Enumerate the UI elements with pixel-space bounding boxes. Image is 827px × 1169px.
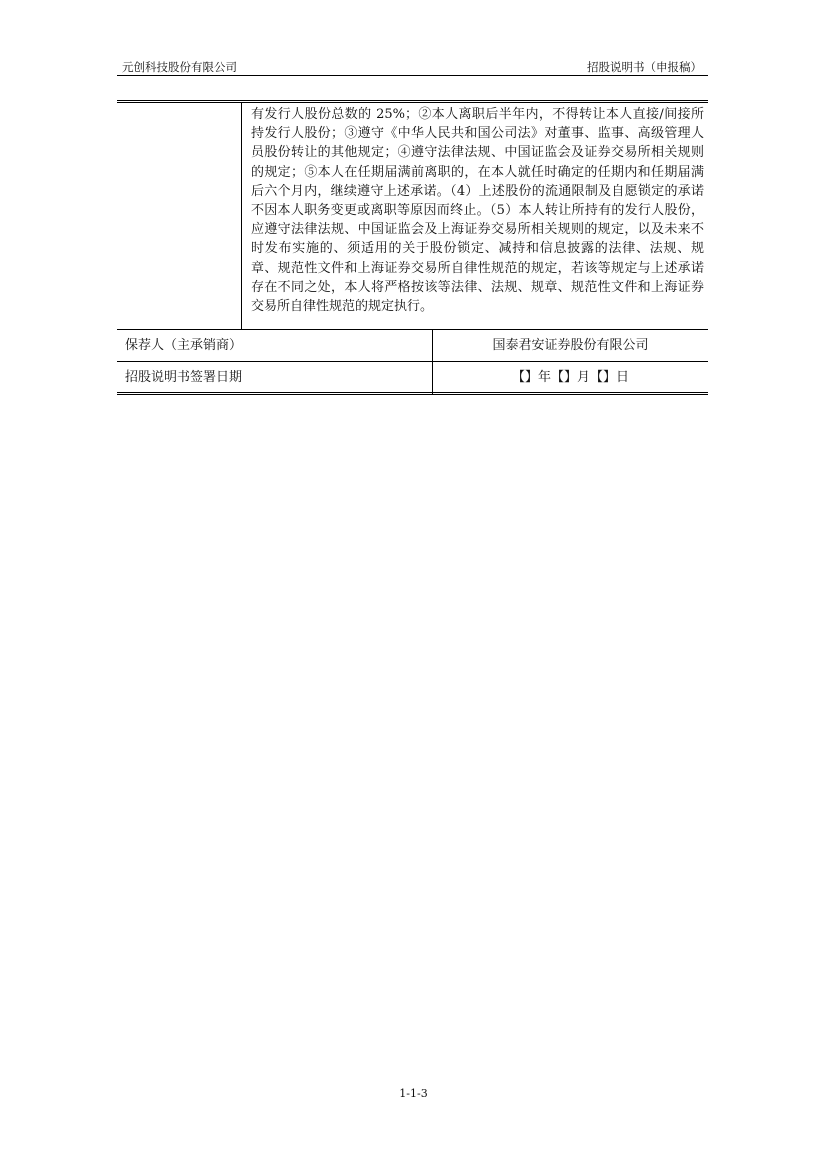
sponsor-row (117, 330, 708, 362)
signing-date-row (117, 362, 708, 394)
sponsor-label: 保荐人（主承销商） (125, 338, 243, 353)
commitment-text: 有发行人股份总数的 25%；②本人离职后半年内，不得转让本人直接/间接所持发行人股份；③遵守《中华人民共和国公司法》对董事、监事、高级管理人员股份转让的其他规定；④遵守法律法规、中国证监会及证券交易所相关规则的规定；⑤本人在任期届满前离职的，在本人就任时确定的任期内和任期届满后六个月内，继续遵守上述承诺。（4）上述股份的流通限制及自愿锁定的承诺不因本人职务变更或离职等原因而终止。（5）本人转让所持有的发行人股份，应遵守法律法规、中国证监会及上海证券交易所相关规则的规定，以及未来不时发布实施的、须适用的关于股份锁定、减持和信息披露的法律、法规、规章、规范性文件和上海证券交易所自律性规范的规定，若该等规定与上述承诺存在不同之处，本人将严格按该等法律、法规、规章、规范性文件和上海证券交易所自律性规范的规定执行。 (251, 107, 704, 315)
header-company-name: 元创科技股份有限公司 (122, 60, 237, 74)
header-document-title: 招股说明书（申报稿） (587, 60, 702, 74)
signing-date-value: 【】年【】月【】日 (511, 370, 629, 385)
sponsor-value: 国泰君安证券股份有限公司 (492, 338, 649, 353)
commitment-label-cell (117, 103, 242, 329)
page-number: 1-1-3 (399, 1087, 428, 1100)
commitment-row (117, 101, 708, 330)
info-table (117, 100, 708, 395)
header-rule (117, 75, 708, 76)
page-header (117, 59, 708, 75)
signing-date-label: 招股说明书签署日期 (125, 370, 243, 385)
